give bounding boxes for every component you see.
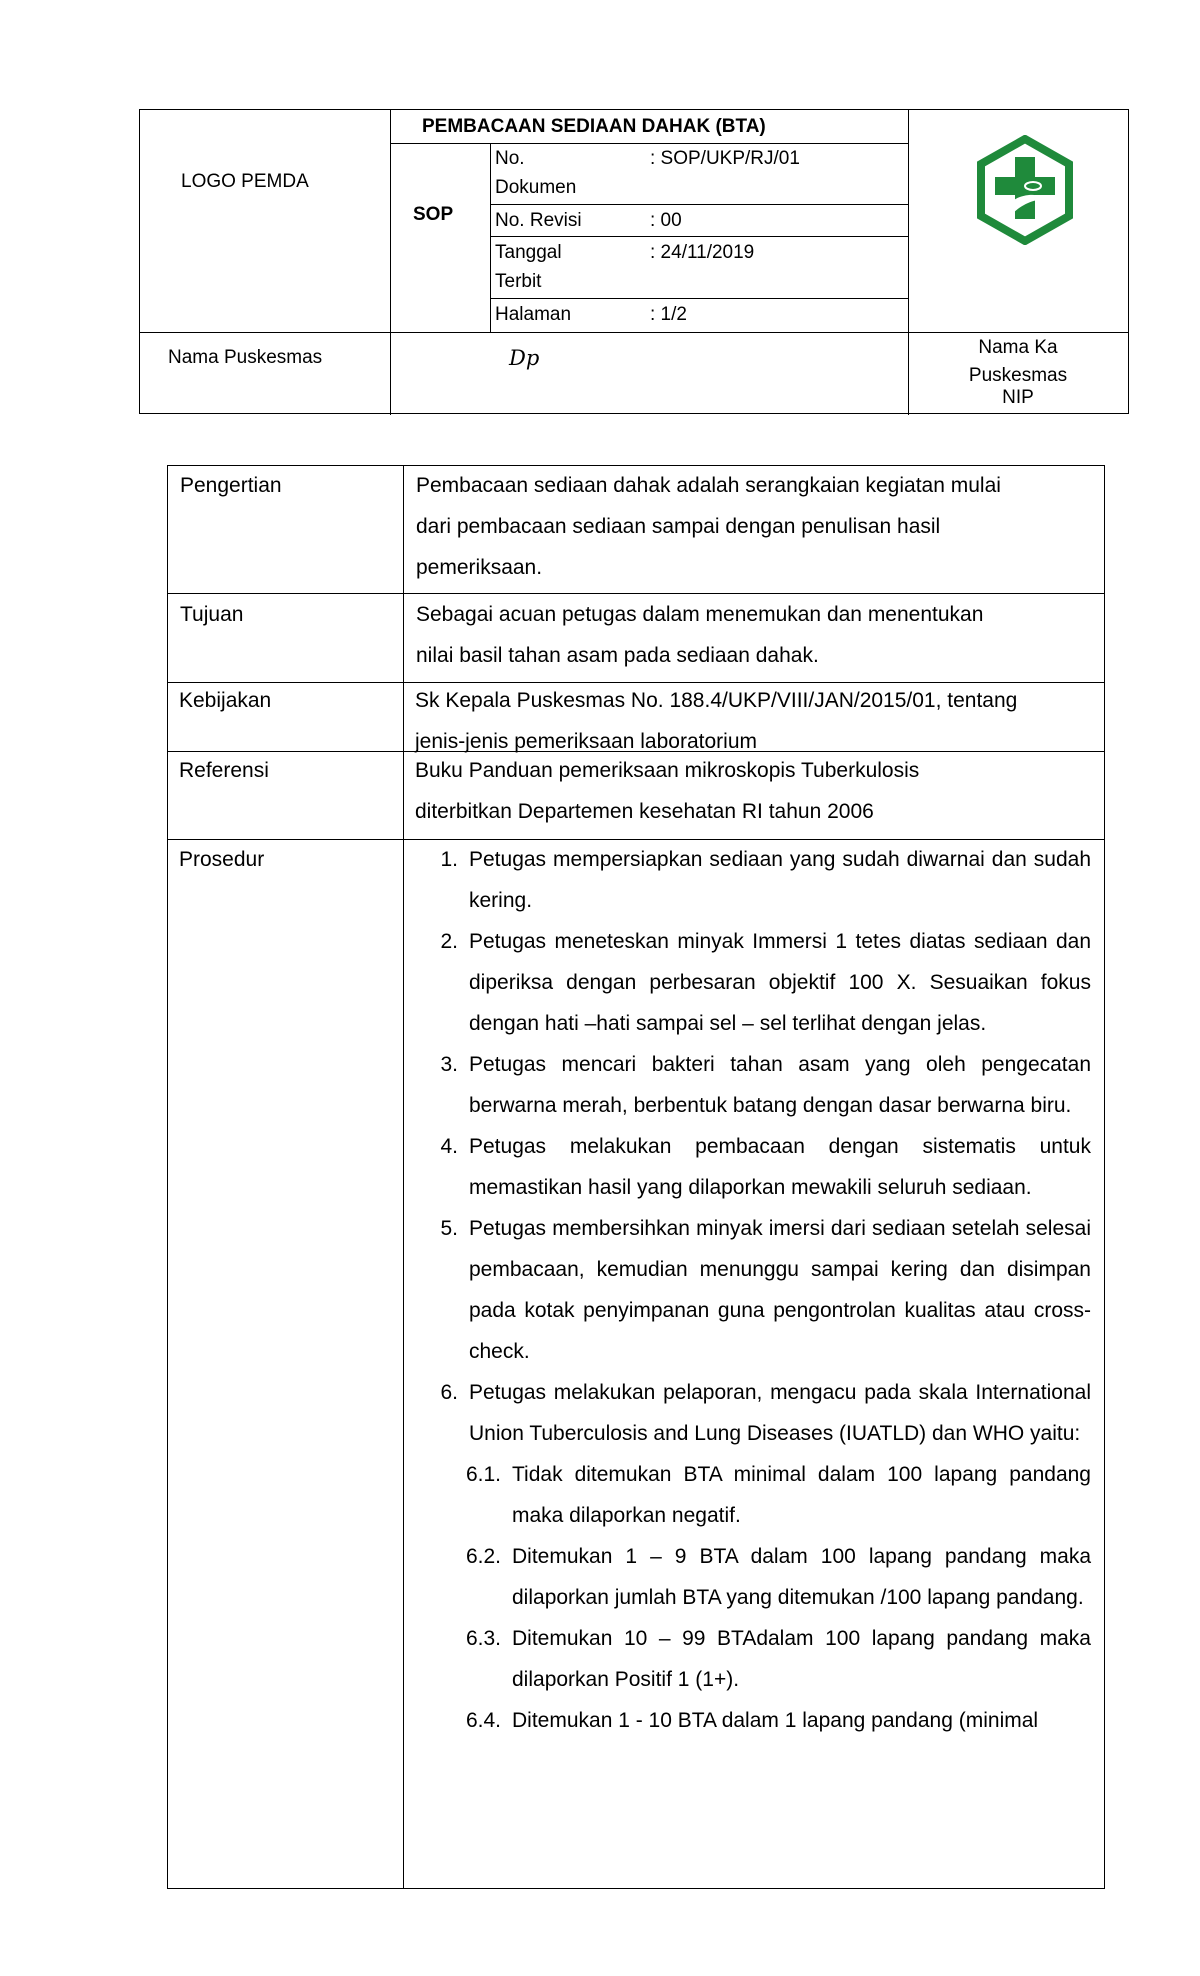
prosedur-item	[415, 921, 1091, 1044]
sop-header-table	[139, 109, 1129, 414]
tanggal-terbit-label-2: Terbit	[495, 271, 542, 292]
halaman-label: Halaman	[495, 304, 572, 325]
prosedur-subitem-number: 6.4.	[465, 1709, 501, 1732]
no-dokumen-label-2: Dokumen	[495, 177, 577, 198]
tujuan-line: Sebagai acuan petugas dalam menemukan dan menentukan	[416, 603, 984, 626]
prosedur-item	[415, 1126, 1091, 1208]
signature: Dp	[509, 346, 540, 370]
prosedur-subitem	[415, 1536, 1091, 1618]
nama-ka-label-2: Puskesmas	[968, 365, 1068, 386]
prosedur-item-text: Petugas mempersiapkan sediaan yang sudah diwarnai dan sudah kering.	[469, 848, 1091, 912]
tujuan-content	[416, 594, 1092, 676]
prosedur-item-text: Petugas meneteskan minyak Immersi 1 tetes diatas sediaan dan diperiksa dengan perbesaran objektif 100 X. Sesuaikan fokus dengan hati –hati sampai sel – sel terlihat dengan jelas.	[469, 930, 1091, 1035]
prosedur-subitem-number: 6.1.	[465, 1463, 501, 1486]
header-divider	[490, 236, 908, 237]
referensi-content	[415, 750, 1091, 832]
prosedur-item-number: 1.	[440, 848, 458, 871]
tanggal-terbit-value: : 24/11/2019	[650, 242, 755, 263]
prosedur-subitem	[415, 1700, 1091, 1741]
prosedur-item-number: 6.	[440, 1381, 458, 1404]
header-divider	[390, 110, 391, 415]
prosedur-item-number: 5.	[440, 1217, 458, 1240]
referensi-line: Buku Panduan pemeriksaan mikroskopis Tuberkulosis	[415, 759, 920, 782]
prosedur-subitem-number: 6.3.	[465, 1627, 501, 1650]
pengertian-line: pemeriksaan.	[416, 556, 543, 579]
nip-label: NIP	[1002, 387, 1034, 408]
prosedur-item	[415, 1372, 1091, 1454]
puskesmas-logo	[975, 135, 1075, 245]
pengertian-line: dari pembacaan sediaan sampai dengan penulisan hasil	[416, 515, 941, 538]
prosedur-item-text: Petugas melakukan pelaporan, mengacu pada skala International Union Tuberculosis and Lung Diseases (IUATLD) dan WHO yaitu:	[469, 1381, 1091, 1445]
prosedur-item	[415, 1208, 1091, 1372]
no-revisi-label: No. Revisi	[495, 210, 582, 231]
pengertian-content	[416, 465, 1092, 588]
nama-ka-label: Nama Ka	[978, 337, 1058, 358]
prosedur-subitem	[415, 1618, 1091, 1700]
header-divider	[490, 298, 908, 299]
tujuan-line: nilai basil tahan asam pada sediaan dahak.	[416, 644, 819, 667]
kebijakan-line: Sk Kepala Puskesmas No. 188.4/UKP/VIII/JAN/2015/01, tentang	[415, 689, 1018, 712]
kebijakan-label: Kebijakan	[179, 689, 272, 712]
kebijakan-line: jenis-jenis pemeriksaan laboratorium	[415, 730, 757, 753]
no-dokumen-label: No.	[495, 148, 525, 169]
prosedur-item	[415, 839, 1091, 921]
header-divider	[490, 143, 491, 332]
prosedur-content	[415, 839, 1091, 1741]
prosedur-subitem-text: Ditemukan 10 – 99 BTAdalam 100 lapang pandang maka dilaporkan Positif 1 (1+).	[512, 1627, 1091, 1691]
document-title: PEMBACAAN SEDIAAN DAHAK (BTA)	[422, 116, 766, 137]
no-revisi-value: : 00	[650, 210, 682, 231]
header-divider	[140, 332, 1128, 333]
prosedur-item-number: 2.	[440, 930, 458, 953]
referensi-line: diterbitkan Departemen kesehatan RI tahun 2006	[415, 800, 874, 823]
puskesmas-logo-icon	[975, 135, 1075, 245]
prosedur-item-text: Petugas membersihkan minyak imersi dari sediaan setelah selesai pembacaan, kemudian menunggu sampai kering dan disimpan pada kotak penyimpanan guna pengontrolan kualitas atau cross-check.	[469, 1217, 1091, 1363]
prosedur-item-number: 4.	[440, 1135, 458, 1158]
tanggal-terbit-label: Tanggal	[495, 242, 562, 263]
prosedur-label: Prosedur	[179, 848, 265, 871]
prosedur-item-text: Petugas mencari bakteri tahan asam yang oleh pengecatan berwarna merah, berbentuk batang dengan dasar berwarna biru.	[469, 1053, 1091, 1117]
prosedur-subitem	[415, 1454, 1091, 1536]
pengertian-line: Pembacaan sediaan dahak adalah serangkaian kegiatan mulai	[416, 474, 1001, 497]
halaman-value: : 1/2	[650, 304, 687, 325]
header-divider	[490, 204, 908, 205]
sop-label: SOP	[413, 204, 454, 225]
prosedur-item	[415, 1044, 1091, 1126]
prosedur-item-text: Petugas melakukan pembacaan dengan sistematis untuk memastikan hasil yang dilaporkan mewakili seluruh sediaan.	[469, 1135, 1091, 1199]
no-dokumen-value: : SOP/UKP/RJ/01	[650, 148, 800, 169]
prosedur-subitem-text: Ditemukan 1 – 9 BTA dalam 100 lapang pandang maka dilaporkan jumlah BTA yang ditemukan /100 lapang pandang.	[512, 1545, 1091, 1609]
header-divider	[390, 143, 908, 144]
prosedur-subitem-text: Tidak ditemukan BTA minimal dalam 100 lapang pandang maka dilaporkan negatif.	[512, 1463, 1091, 1527]
pengertian-label: Pengertian	[180, 474, 282, 497]
prosedur-item-number: 3.	[440, 1053, 458, 1076]
prosedur-subitem-number: 6.2.	[465, 1545, 501, 1568]
referensi-label: Referensi	[179, 759, 269, 782]
prosedur-subitem-text: Ditemukan 1 - 10 BTA dalam 1 lapang pandang (minimal	[512, 1709, 1039, 1732]
sop-content-table-lower	[167, 681, 1105, 1889]
logo-pemda-text: LOGO PEMDA	[181, 171, 309, 192]
tujuan-label: Tujuan	[180, 603, 244, 626]
nama-puskesmas: Nama Puskesmas	[168, 347, 323, 368]
